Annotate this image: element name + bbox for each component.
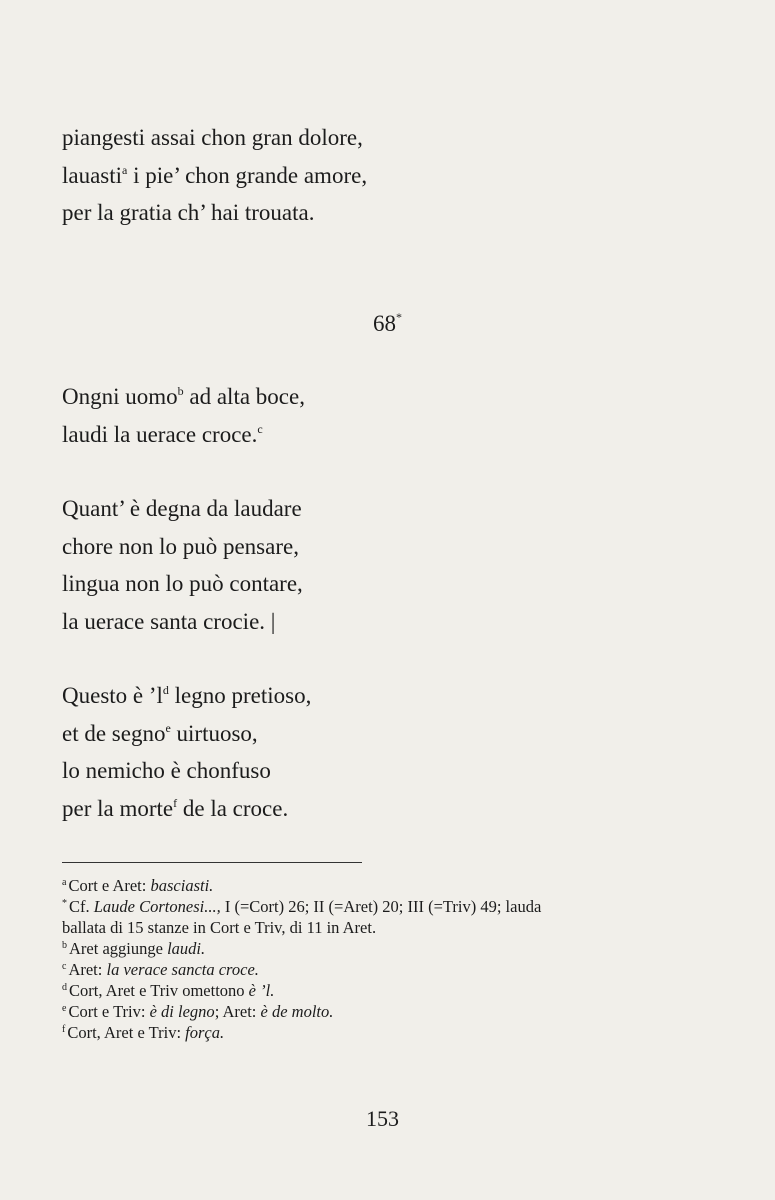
verse-line: piangesti assai chon gran dolore, [62, 125, 363, 150]
footnote-ref: a [122, 162, 128, 177]
footnote-ref: b [177, 384, 184, 398]
verse-line: Questo è ’l$^d$ legno pretioso, [62, 683, 312, 708]
footnote-ref: * [396, 310, 402, 324]
verse-line: lauasti$^a$ i pie’ chon grande amore, [62, 162, 368, 188]
footnote-c: $^c$ Aret: la verace sancta croce. [62, 960, 259, 979]
footnote-ref: e [165, 720, 171, 735]
footnote-separator [62, 862, 362, 863]
footnote-b: $^b$ Aret aggiunge laudi. [62, 939, 206, 958]
footnote-a: $^a$ Cort e Aret: basciasti. [62, 876, 214, 895]
footnote-ref: d [162, 683, 169, 697]
verse-line: lingua non lo può contare, [62, 571, 303, 596]
verse-line: la uerace santa crocie. | [62, 608, 276, 634]
footnote-f: $^f$ Cort, Aret e Triv: força. [62, 1023, 225, 1042]
footnote-ref: c [257, 421, 263, 436]
footnote-e: $^e$ Cort e Triv: è di legno; Aret: è de molto. [62, 1002, 334, 1021]
footnotes [62, 875, 702, 1043]
ripresa [62, 378, 305, 453]
footnote-star-continued: ballata di 15 stanze in Cort e Triv, di 11 in Aret. [62, 918, 377, 937]
verse-line: Ongni uomo$^b$ ad alta boce, [62, 384, 305, 409]
stanza-1 [62, 490, 303, 640]
verse-line: laudi la uerace croce.$^c$ [62, 421, 263, 447]
page-number: 153 [366, 1106, 399, 1131]
verse-line: lo nemicho è chonfuso [62, 758, 271, 783]
footnote-star: * Cf. Laude Cortonesi..., I (=Cort) 26; II (=Aret) 20; III (=Triv) 49; lauda [62, 897, 542, 916]
verse-line: Quant’ è degna da laudare [62, 496, 302, 521]
verse-line: et de segno$^e$ uirtuoso, [62, 720, 258, 746]
lauda-number: 68* [373, 310, 402, 336]
verse-line: chore non lo può pensare, [62, 533, 299, 559]
footnote-ref: f [173, 795, 178, 810]
verse-line: per la morte$^f$ de la croce. [62, 795, 289, 821]
footnote-d: $^d$ Cort, Aret e Triv omettono è ’l. [62, 981, 275, 1000]
verse-line: per la gratia ch’ hai trouata. [62, 200, 315, 225]
stanza-2 [62, 677, 311, 827]
verse-group-top [62, 119, 367, 232]
